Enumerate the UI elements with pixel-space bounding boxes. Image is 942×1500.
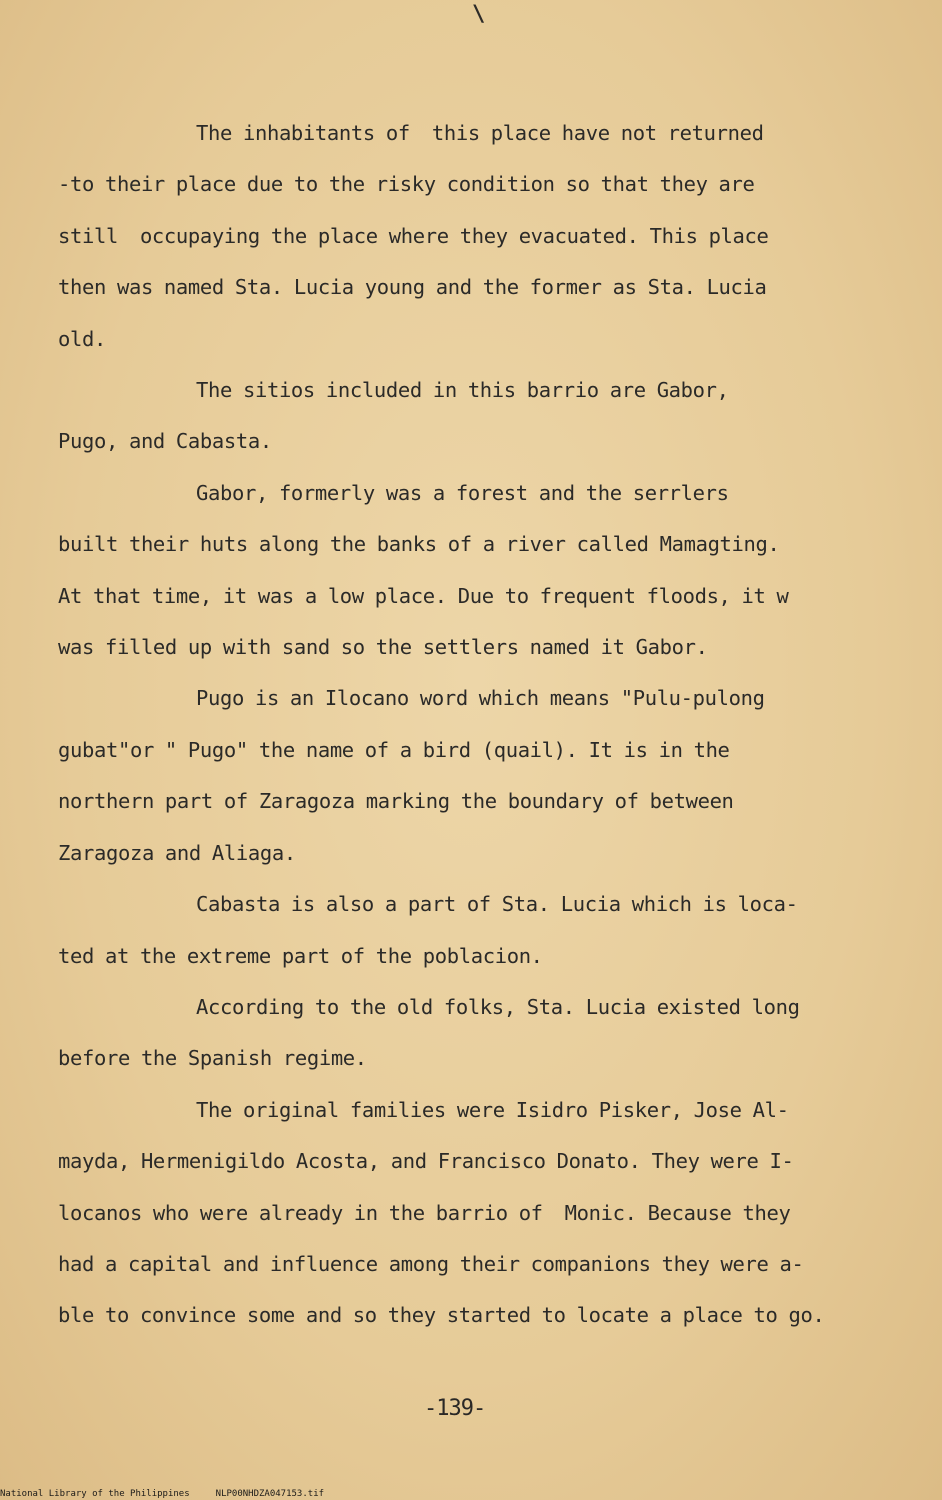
text-line: ted at the extreme part of the poblacion. bbox=[58, 943, 543, 968]
text-line: before the Spanish regime. bbox=[58, 1046, 367, 1071]
text-line: Pugo, and Cabasta. bbox=[58, 429, 272, 454]
text-line: Gabor, formerly was a forest and the serrlers bbox=[196, 480, 729, 505]
text-line: still occupaying the place where they evacuated. This place bbox=[58, 223, 769, 248]
text-line: gubat"or " Pugo" the name of a bird (quail). It is in the bbox=[58, 737, 730, 762]
text-line: The inhabitants of this place have not returned bbox=[196, 121, 764, 145]
text-line: old. bbox=[58, 326, 106, 351]
text-line: Pugo is an Ilocano word which means "Pulu-pulong bbox=[196, 686, 765, 711]
text-line: mayda, Hermenigildo Acosta, and Francisco Donato. They were I- bbox=[58, 1149, 794, 1174]
text-line: At that time, it was a low place. Due to frequent floods, it w bbox=[58, 583, 789, 608]
text-line: According to the old folks, Sta. Lucia existed long bbox=[196, 994, 800, 1019]
text-line: northern part of Zaragoza marking the boundary of between bbox=[58, 789, 734, 814]
text-line: then was named Sta. Lucia young and the former as Sta. Lucia bbox=[58, 275, 767, 300]
text-line: The original families were Isidro Pisker, Jose Al- bbox=[196, 1097, 789, 1122]
text-line: locanos who were already in the barrio of Monic. Because they bbox=[58, 1200, 791, 1225]
text-line: was filled up with sand so the settlers named it Gabor. bbox=[58, 635, 708, 660]
footer-library: National Library of the Philippines bbox=[0, 1489, 190, 1499]
text-line: Zaragoza and Aliaga. bbox=[58, 840, 296, 865]
text-line: built their huts along the banks of a river called Mamagting. bbox=[58, 532, 780, 557]
text-line: -to their place due to the risky condition so that they are bbox=[58, 172, 755, 197]
page-number: -139- bbox=[424, 1396, 486, 1421]
text-line: The sitios included in this barrio are Gabor, bbox=[196, 378, 729, 403]
text-line: had a capital and influence among their companions they were a- bbox=[58, 1251, 804, 1276]
text-line: ble to convince some and so they started to locate a place to go. bbox=[58, 1303, 825, 1328]
footer-filename: NLP00NHDZA047153.tif bbox=[215, 1489, 325, 1499]
body-text bbox=[58, 108, 898, 1342]
scan-footer bbox=[0, 1489, 324, 1500]
top-mark: \ bbox=[472, 2, 486, 27]
text-line: Cabasta is also a part of Sta. Lucia which is loca- bbox=[196, 892, 798, 917]
